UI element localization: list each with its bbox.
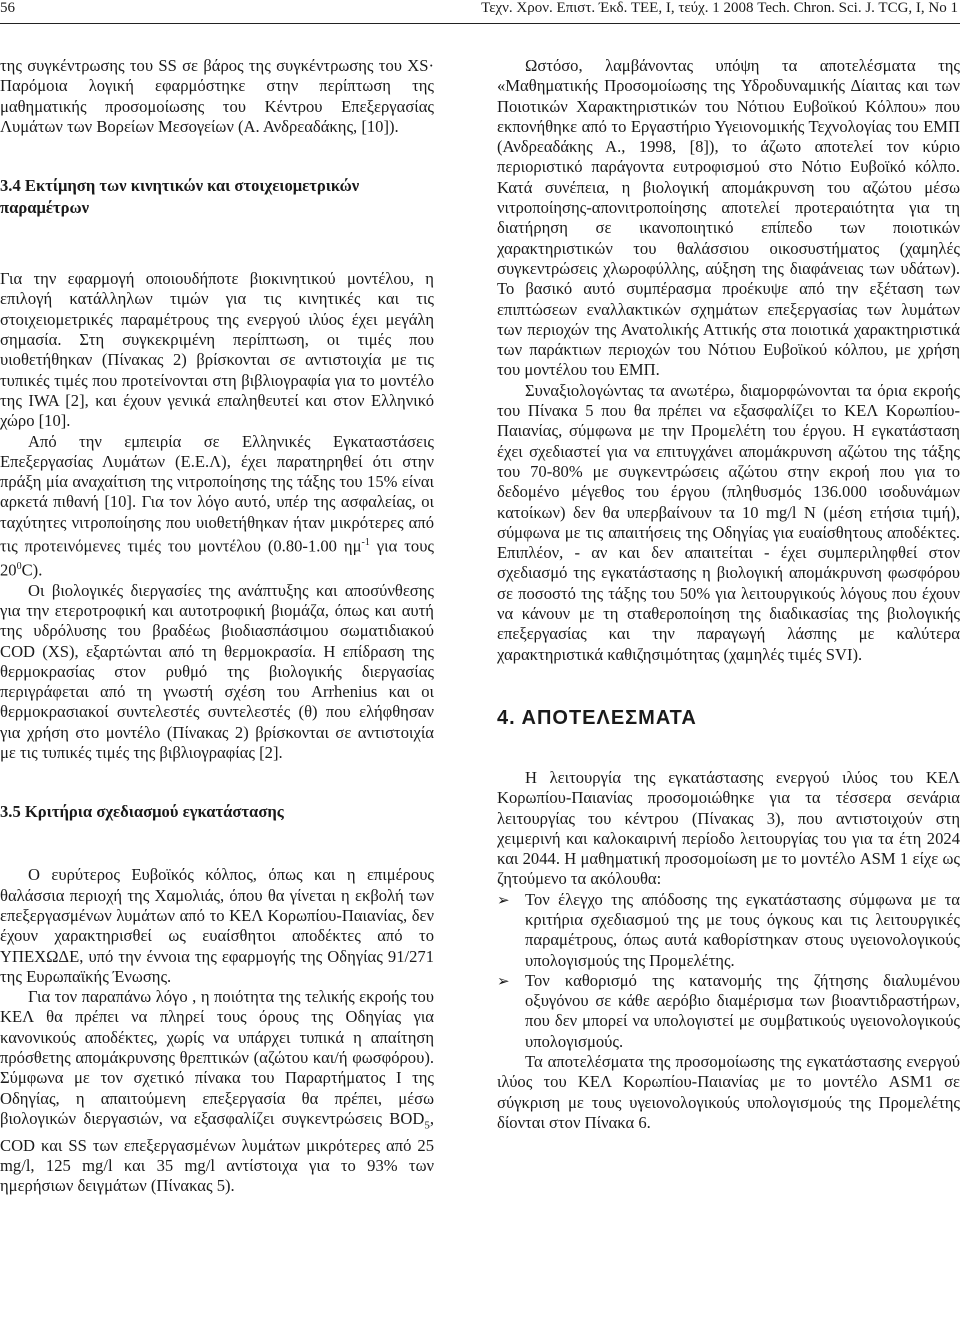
paragraph: Οι βιολογικές διεργασίες της ανάπτυξης και αποσύνθεσης για την ετεροτροφική και αυτοτροφική βιομάζα, όπως και αυτή της υδρόλυσης του βραδέως βιοδιασπάσιμου σωματιδιακού COD (XS), εξαρτώνται από τη θερμοκρασία. Η επίδραση της θερμοκρασίας στον ρυθμό της βιολογικής διεργασίας περιγράφεται από τη γνωστή σχέση του Arrhenius και οι θερμοκρασιακοί συντελεστές συντελεστές (θ) που ελήφθησαν για χρήση στο μοντέλο (Πίνακας 2) βρίσκονται σε αντιστοιχία με τις τυπικές τιμές της βιβλιογραφίας [2]. [0, 580, 434, 763]
paragraph: Ο ευρύτερος Ευβοϊκός κόλπος, όπως και η επιμέρους θαλάσσια περιοχή της Χαμολιάς, όπου θα γίνεται η εκβολή των επεξεργασμένων λυμάτων από το ΚΕΛ Κορωπίου-Παιανίας, δεν έχουν χαρακτηρισθεί ως ευαίσθητοι αποδέκτες από το ΥΠΕΧΩΔΕ, υπό την έννοια της εφαρμογής της Οδηγίας 91/271 της Ευρωπαϊκής Ένωσης. [0, 865, 434, 986]
paragraph: Τα αποτελέσματα της προσομοίωσης της εγκατάστασης ενεργού ιλύος του ΚΕΛ Κορωπίου-Παιανίας με το μοντέλο ASM1 σε σύγκριση με τους υγειονολογικούς υπολογισμούς της Προμελέτης δίονται στον Πίνακα 6. [497, 1052, 960, 1132]
paragraph: Για τον παραπάνω λόγο , η ποιότητα της τελικής εκροής του ΚΕΛ θα πρέπει να πληρεί τους όρους της Οδηγίας για κανονικούς αποδέκτες, χωρίς να υπάρχει τυπικά η απαίτηση πρόσθετης απομάκρυνσης θρεπτικών (αζώτου και/ή φωσφόρου). Σύμφωνα με τον σχετικό πίνακα του Παραρτήματος Ι της Οδηγίας, η απαιτούμενη επεξεργασία θα πρέπει, μέσω βιολογικών διεργασιών, να εξασφαλίζει συγκεντρώσεις $BOD_5$, COD και SS των επεξεργασμένων λυμάτων μικρότερες από 25 mg/l, 125 mg/l και 35 mg/l αντίστοιχα για το 93% των ημερήσιων δειγμάτων (Πίνακας 5). [0, 987, 434, 1196]
paragraph: Για την εφαρμογή οποιουδήποτε βιοκινητικού μοντέλου, η επιλογή κατάλληλων τιμών για τις κινητικές και τις στοιχειομετρικές παραμέτρους της ενεργού ιλύος έχει μεγάλη σημασία. Στη συγκεκριμένη περίπτωση, οι τιμές που υιοθετήθηκαν (Πίνακας 2) βρίσκονται σε αντιστοιχία με τις τυπικές τιμές που προτείνονται στη βιβλιογραφία για το μοντέλο της IWA [2], και έχουν γενικά επαληθευτεί και στον Ελληνικό χώρο [10]. [0, 269, 434, 431]
list-item: ➢ Τον έλεγχο της απόδοσης της εγκατάστασης σύμφωνα με τα κριτήρια σχεδιασμού της με τους όγκους και τις λειτουργικές παραμέτρους, όπως αυτά καθορίστηκαν στους υγειονολογικούς υπολογισμούς της Προμελέτης. [497, 889, 960, 970]
right-column [497, 56, 960, 1133]
bullet-list [497, 890, 960, 1052]
header-rule [0, 23, 960, 24]
arrowhead-icon: ➢ [497, 971, 510, 990]
list-item: ➢ Τον καθορισμό της κατανομής της ζήτησης διαλυμένου οξυγόνου σε κάθε αερόβιο διαμέρισμα των βιοαντιδραστήρων, που δεν μπορεί να υπολογιστεί με συμβατικούς υγειονολογικούς υπολογισμούς. [497, 970, 960, 1051]
paragraph: Συναξιολογώντας τα ανωτέρω, διαμορφώνονται τα όρια εκροής του Πίνακα 5 που θα πρέπει να εξασφαλίζει το ΚΕΛ Κορωπίου-Παιανίας, σύμφωνα με την Προμελέτη του έργου. Η εγκατάσταση έχει σχεδιαστεί για να επιτυγχάνει απομάκρυνση αζώτου της τάξης του 70-80% με συγκεντρώσεις αζώτου στην εκροή που για το δεδομένο μέγεθος του έργου (πληθυσμός 136.000 ισοδυνάμων κατοίκων) δεν θα υπερβαίνουν τα 10 mg/l N (μέση ετήσια τιμή), σύμφωνα με τις απαιτήσεις της Οδηγίας για ευαίσθητους αποδέκτες. Επιπλέον, - αν και δεν απαιτείται - έχει συμπεριληφθεί στον σχεδιασμό της εγκατάστασης η βιολογική απομάκρυνση φωσφόρου σε ποσοστό της τάξης του 50% για λειτουργικούς λόγους που έχουν να κάνουν με τη σταθεροποίηση της διαδικασίας της βιολογικής επεξεργασίας και την παραγωγή λάσπης με καλύτερα χαρακτηριστικά καθιζησιμότητας (χαμηλές τιμές SVI). [497, 380, 960, 664]
section-heading-4: 4. ΑΠΟΤΕΛΕΣΜΑΤΑ [497, 706, 697, 729]
section-heading-3-4: 3.4 Εκτίμηση των κινητικών και στοιχειομετρικών παραμέτρων [0, 176, 360, 218]
running-header [0, 0, 960, 24]
paragraph: της συγκέντρωσης του SS σε βάρος της συγκέντρωσης του XS· Παρόμοια λογική εφαρμόστηκε στην περίπτωση της μαθηματικής προσομοίωσης του Κέντρου Επεξεργασίας Λυμάτων των Βορείων Μεσογείων (Α. Ανδρεαδάκης, [10]). [0, 56, 434, 136]
page-number: 56 [0, 0, 15, 16]
arrowhead-icon: ➢ [497, 890, 510, 909]
paragraph: Από την εμπειρία σε Ελληνικές Εγκαταστάσεις Επεξεργασίας Λυμάτων (Ε.Ε.Λ), έχει παρατηρηθεί ότι στην πράξη μία αναχαίτιση της νιτροποίησης της τάξης του 15% είναι αρκετά πιθανή [10]. Για τον λόγο αυτό, υπέρ της ασφαλείας, οι ταχύτητες νιτροποίησης που υιοθετήθηκαν ήταν μικρότερες από τις προτεινόμενες τιμές του μοντέλου (0.80-1.00 $\eta\mu^{-1}$ για τους $20^0C$). [0, 431, 435, 580]
journal-citation: Τεχν. Χρον. Επιστ. Έκδ. ΤΕΕ, Ι, τεύχ. 1 2008 Tech. Chron. Sci. J. TCG, I, No 1 [481, 0, 958, 16]
left-column [0, 56, 434, 1196]
section-heading-3-5: 3.5 Κριτήρια σχεδιασμού εγκατάστασης [0, 802, 284, 822]
paragraph: Η λειτουργία της εγκατάστασης ενεργού ιλύος του ΚΕΛ Κορωπίου-Παιανίας προσομοιώθηκε για τα τέσσερα σενάρια λειτουργίας του κέντρου (Πίνακας 3), που αντιστοιχούν στη χειμερινή και καλοκαιρινή περίοδο λειτουργίας του για τα έτη 2024 και 2044. Η μαθηματική προσομοίωση με το μοντέλο ASM 1 είχε ως ζητούμενο τα ακόλουθα: [497, 767, 960, 889]
paragraph: Ωστόσο, λαμβάνοντας υπόψη τα αποτελέσματα της «Μαθηματικής Προσομοίωσης της Υδροδυναμικής Δίαιτας και των Ποιοτικών Χαρακτηριστικών του Νότιου Ευβοϊκού Κόλπου» που εκπονήθηκε από το Εργαστήριο Υγειονομικής Τεχνολογίας του ΕΜΠ (Ανδρεαδάκης Α., 1998, [8]), το άζωτο αποτελεί τον κύριο περιοριστικό παράγοντα ευτροφισμού στο Νότιο Ευβοϊκό κόλπο. Κατά συνέπεια, η βιολογική απομάκρυνση του αζώτου μέσω νιτροποίησης-απονιτροποίησης αποτελεί προτεραιότητα για τη διατήρηση σε ικανοποιητικό επίπεδο των ποιοτικών χαρακτηριστικών του θαλάσσιου οικοσυστήματος (χαμηλές συγκεντρώσεις χλωροφύλλης, αύξηση της διαφάνειας των υδάτων). Το βασικό αυτό συμπέρασμα προέκυψε από την εξέταση των επιπτώσεων εναλλακτικών σχημάτων επεξεργασίας των λυμάτων των περιοχών της Ανατολικής Αττικής στα ποιοτικά χαρακτηριστικά των παράκτιων περιοχών του Νότιου Ευβοϊκού κόλπου, με χρήση του μοντέλου του ΕΜΠ. [497, 56, 960, 380]
